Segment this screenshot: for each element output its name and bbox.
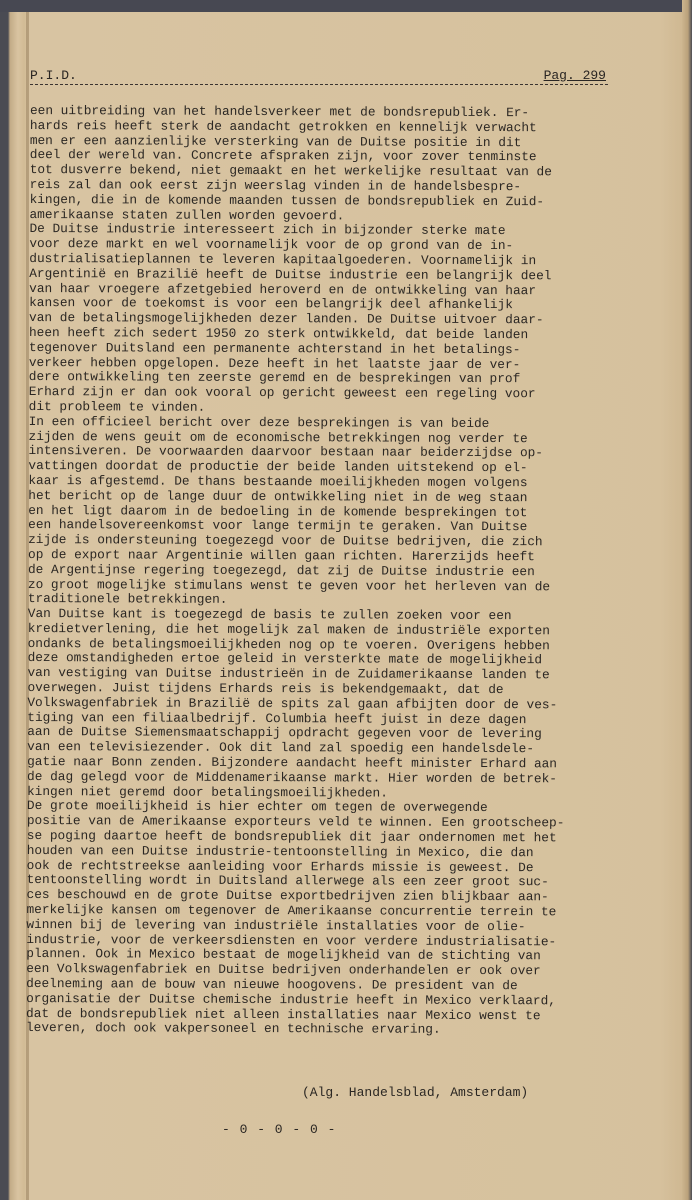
text-line: ook de rechtstreekse aanleiding voor Erhards missie is geweest. De	[26, 857, 534, 875]
text-line: Argentinië en Brazilië heeft de Duitse industrie een belangrijk deel	[29, 265, 552, 284]
text-line: ondanks de betalingsmoeilijkheden nog op te voeren. Overigens hebben	[27, 635, 550, 653]
text-line: amerikaanse staten zullen worden gevoerd.	[29, 206, 345, 223]
end-mark: - 0 - 0 - 0 -	[222, 1122, 337, 1137]
text-line: hards reis heeft sterk de aandacht getrokken en kennelijk verwacht	[29, 117, 537, 136]
paragraph	[26, 799, 627, 1038]
paragraph	[29, 222, 630, 417]
text-line: de Argentijnse regering toegezegd, dat zij de Duitse industrie een	[27, 561, 535, 579]
header-abbreviation: P.I.D.	[30, 68, 77, 83]
text-line: organisatie der Duitse chemische industrie heeft in Mexico verklaard,	[26, 990, 557, 1009]
text-line: tot dusverre bekend, niet gemaakt en het werkelijke resultaat van de	[29, 162, 552, 180]
text-line: vattingen doordat de productie der beide landen uitstekend op el-	[28, 458, 528, 476]
text-line: deze omstandigheden ertoe geleid in versterkte mate de mogelijkheid	[27, 650, 543, 668]
text-line: De grote moeilijkheid is hier echter om tegen de overwegende	[26, 798, 488, 816]
text-line: kaar is afgestemd. De thans bestaande moeilijkheden mogen volgens	[28, 472, 528, 491]
text-line: dit probleem te vinden.	[28, 398, 206, 415]
text-line: en het ligt daarom in de bedoeling in de komende besprekingen tot	[28, 502, 528, 520]
text-line: tentoonstelling wordt in Duitsland allerwege als een zeer groot suc-	[26, 872, 549, 890]
text-line: van vestiging van Duitse industrieën in de Zuidamerikaanse landen te	[27, 665, 550, 683]
text-line: zijden de wens geuit om de economische betrekkingen nog verder te	[28, 428, 528, 446]
text-line: se poging daartoe heeft de bondsrepubliek dit jaar ondernomen met het	[26, 828, 557, 846]
scanner-top-border	[0, 0, 692, 12]
text-line: van haar vroegere afzetgebied heroverd en de ontwikkeling van haar	[29, 280, 537, 298]
text-line: een handelsovereenkomst voor lange termijn te geraken. Van Duitse	[28, 517, 528, 535]
article-body	[26, 104, 630, 1039]
text-line: dere ontwikkeling ten zeerste geremd en de besprekingen van prof	[28, 369, 521, 387]
text-line: kingen, die in de komende maanden tussen de bondsrepubliek en Zuid-	[29, 191, 545, 210]
text-line: dat de bondsrepubliek niet alleen installaties naar Mexico wenst te	[26, 1005, 541, 1023]
source-attribution: (Alg. Handelsblad, Amsterdam)	[302, 1085, 529, 1100]
paragraph	[27, 607, 628, 802]
text-line: een Volkswagenfabriek en Duitse bedrijven onderhandelen er ook over	[26, 961, 541, 979]
text-line: In een officieel bericht over deze besprekingen is van beide	[28, 413, 490, 431]
page-header	[30, 68, 608, 85]
text-line: houden van een Duitse industrie-tentoonstelling in Mexico, die dan	[26, 842, 534, 861]
text-line: van een televisiezender. Ook dit land zal spoedig een handelsdele-	[27, 739, 535, 757]
text-line: kingen niet geremd door betalingsmoeilijkheden.	[26, 783, 388, 801]
text-line: Erhard zijn er dan ook vooral op gericht geweest een regeling voor	[28, 384, 536, 402]
text-line: deelneming aan de bouw van nieuwe hoogovens. De president van de	[26, 976, 518, 994]
text-line: de dag gelegd voor de Middenamerikaanse markt. Hier worden de betrek-	[27, 768, 557, 787]
paragraph	[29, 104, 630, 225]
text-line: leveren, doch ook vakpersoneel en technische ervaring.	[25, 1020, 441, 1038]
text-line: ces beschouwd en de grote Duitse exportbedrijven zien blijkbaar aan-	[26, 887, 549, 905]
text-line: verkeer hebben opgelopen. Deze heeft in het laatste jaar de ver-	[28, 354, 521, 372]
text-line: reis zal dan ook eerst zijn weerslag vinden in de handelsbespre-	[29, 176, 522, 195]
text-line: zijde is ondersteuning toegezegd voor de Duitse bedrijven, die zich	[28, 532, 543, 550]
text-line: gatie naar Bonn zenden. Bijzondere aandacht heeft minister Erhard aan	[27, 754, 558, 772]
text-line: heen heeft zich sedert 1950 zo sterk ontwikkeld, dat beide landen	[28, 324, 529, 343]
text-line: voor deze markt en wel voornamelijk voor de op grond van de in-	[29, 236, 514, 254]
text-line: kredietverlening, die het mogelijk zal maken de industriële exporten	[27, 620, 550, 639]
text-line: van de betalingsmogelijkheden dezer landen. De Duitse uitvoer daar-	[29, 310, 544, 328]
text-line: op de export naar Argentinie willen gaan richten. Harerzijds heeft	[28, 546, 535, 565]
text-line: Van Duitse kant is toegezegd de basis te zullen zoeken voor een	[27, 606, 512, 624]
text-line: industrie, voor de verkeersdiensten en voor verdere industrialisatie-	[26, 931, 557, 949]
text-line: een uitbreiding van het handelsverkeer met de bondsrepubliek. Er-	[29, 103, 530, 121]
text-line: tegenover Duitsland een permanente achterstand in het betalings-	[28, 339, 521, 357]
text-line: tiging van een filiaalbedrijf. Columbia heeft juist in deze dagen	[27, 709, 527, 727]
text-line: merkelijke kansen om tegenover de Amerikaanse concurrentie terrein te	[26, 902, 557, 920]
text-line: kansen voor de toekomst is voor een belangrijk deel afhankelijk	[29, 295, 513, 313]
text-line: winnen bij de levering van industriële installaties voor de olie-	[26, 916, 526, 934]
text-line: dustrialisatieplannen te leveren kapitaalgoederen. Voornamelijk in	[29, 250, 537, 269]
page-right-margin	[660, 12, 682, 1200]
text-line: Volkswagenfabriek in Brazilië de spits zal gaan afbijten door de ves-	[27, 694, 558, 713]
page-number: Pag. 299	[543, 68, 606, 83]
paragraph	[28, 415, 629, 610]
text-line: positie van de Amerikaanse exporteurs veld te winnen. Een grootscheep-	[26, 813, 565, 831]
text-line: traditionele betrekkingen.	[27, 591, 228, 608]
text-line: overwegen. Juist tijdens Erhards reis is bekendgemaakt, dat de	[27, 680, 504, 698]
text-line: De Duitse industrie interesseert zich in bijzonder sterke mate	[29, 221, 506, 239]
scanner-right-border	[682, 0, 692, 1200]
text-line: zo groot mogelijke stimulans wenst te geven voor het herleven van de	[27, 576, 551, 594]
text-line: intensiveren. De voorwaarden daarvoor bestaan naar beiderzijdse op-	[28, 443, 544, 461]
text-line: plannen. Ook in Mexico bestaat de mogelijkheid van de stichting van	[26, 946, 541, 964]
text-line: aan de Duitse Siemensmaatschappij opdracht gegeven voor de levering	[27, 724, 542, 742]
text-line: men er een aanzienlijke versterking van de Duitse positie in dit	[29, 132, 522, 150]
text-line: deel der wereld van. Concrete afspraken zijn, voor zover tenminste	[29, 147, 537, 165]
text-line: het bericht op de lange duur de ontwikkeling niet in de weg staan	[28, 487, 528, 505]
